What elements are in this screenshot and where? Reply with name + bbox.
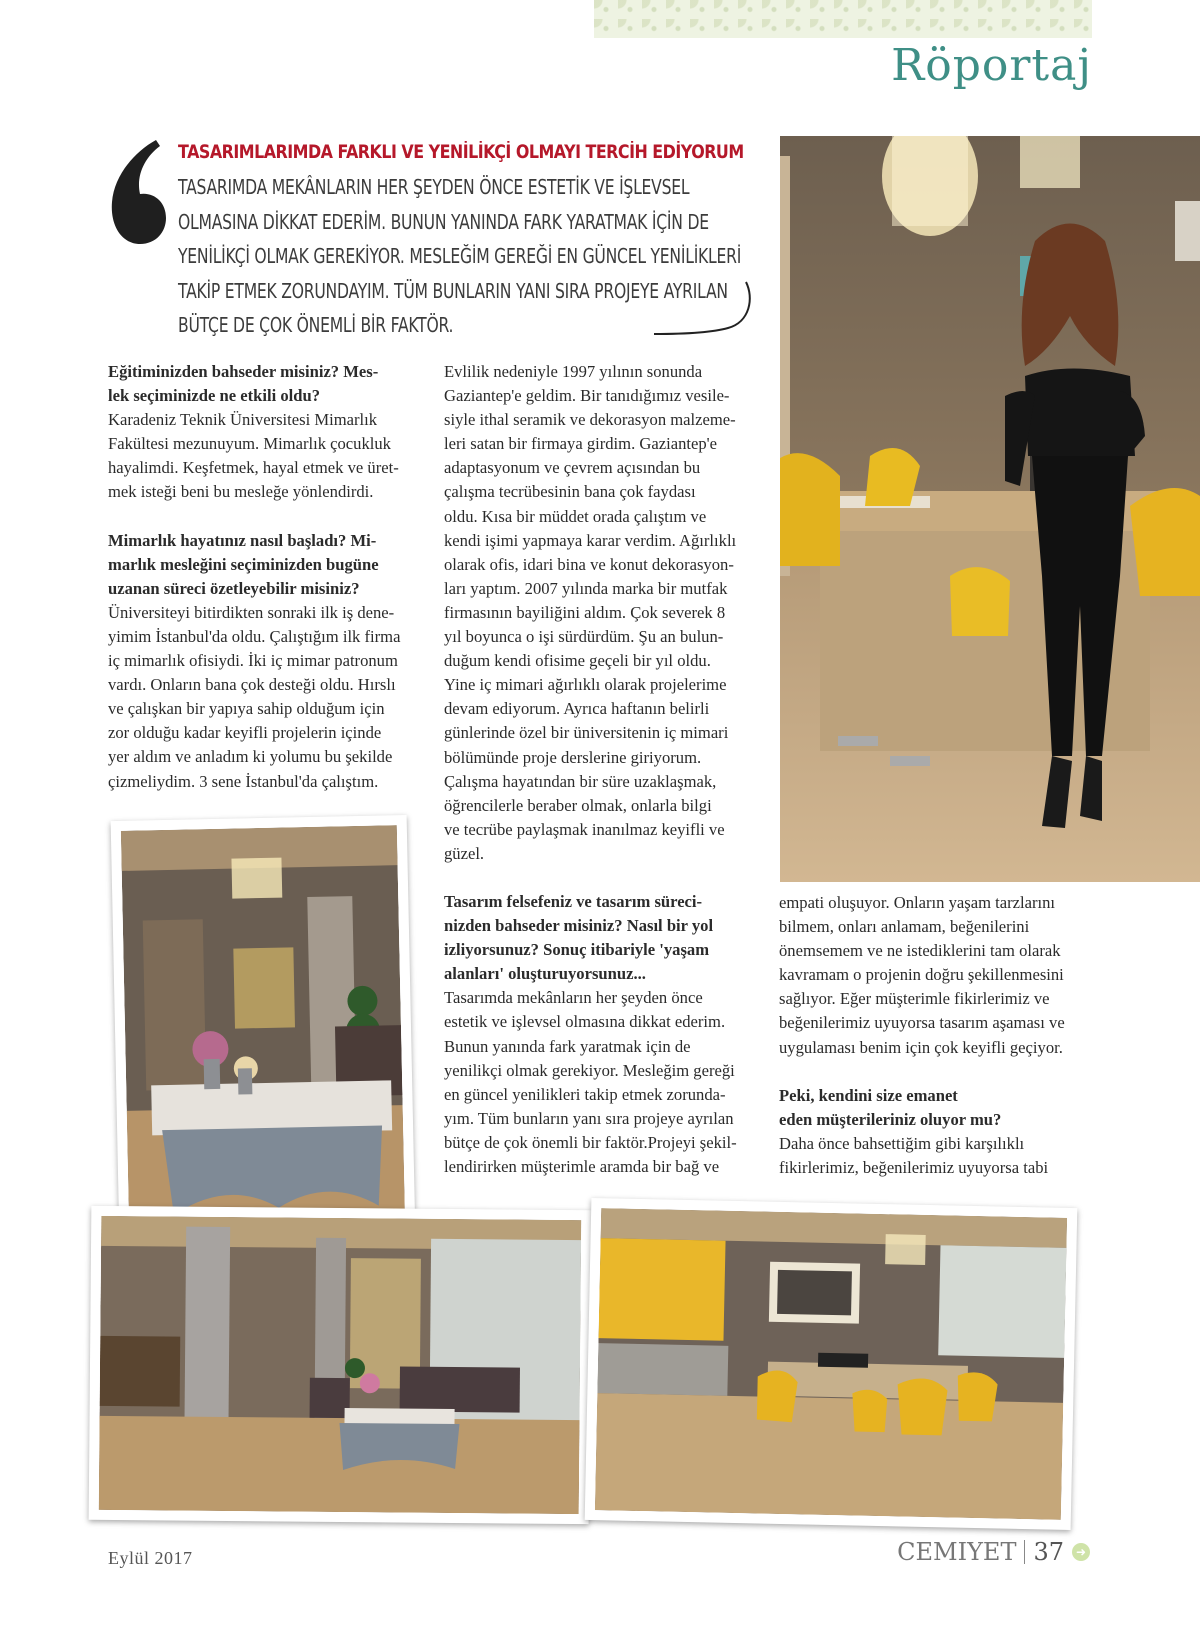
wide-lobby-photo: [89, 1206, 592, 1524]
answer-text: Karadeniz Teknik Üniversitesi Mimarlık: [108, 410, 378, 430]
meeting-room-photo: [585, 1198, 1078, 1530]
answer-text: adaptasyonum ve çevrem açısından bu: [444, 458, 701, 478]
pull-quote-line: YENİLİKÇİ OLMAK GEREKİYOR. MESLEĞİM GEREĞİ EN GÜNCEL YENİLİKLERİ: [178, 244, 742, 268]
next-arrow-icon: ➜: [1072, 1543, 1090, 1561]
answer-text: yıl boyunca o işi sürdürdüm. Şu an bulun-: [444, 627, 724, 647]
answer-text: yım. Tüm bunların yanı sıra projeye ayrılan: [444, 1108, 734, 1128]
question-text: izliyorsunuz? Sonuç itibariyle 'yaşam: [444, 940, 710, 960]
answer-text: bölümünde proje derslerine giriyorum.: [444, 747, 702, 767]
answer-text: günlerinde özel bir üniversitenin iç mimari: [444, 723, 729, 743]
answer-text: Çalışma hayatından bir süre uzaklaşmak,: [444, 771, 717, 791]
pull-quote-line: TASARIMDA MEKÂNLARIN HER ŞEYDEN ÖNCE ESTETİK VE İŞLEVSEL: [178, 175, 690, 199]
section-title: Röportaj: [891, 40, 1092, 91]
answer-text: Daha önce bahsettiğim gibi karşılıklı: [779, 1133, 1025, 1153]
answer-text: Bunun yanında fark yaratmak için de: [444, 1036, 691, 1056]
issue-date: Eylül 2017: [108, 1548, 193, 1568]
answer-text: Tasarımda mekânların her şeyden önce: [444, 988, 703, 1008]
question-text: Mimarlık hayatınız nasıl başladı? Mi-: [108, 530, 377, 550]
pull-quote-line: OLMASINA DİKKAT EDERİM. BUNUN YANINDA FARK YARATMAK İÇİN DE: [178, 209, 709, 234]
answer-text: leri satan bir firmaya girdim. Gaziantep'e: [444, 434, 717, 454]
answer-text: bilmem, onları anlamam, beğenilerini: [779, 917, 1030, 937]
answer-text: yimim İstanbul'da oldu. Çalıştığım ilk firma: [108, 626, 401, 646]
lobby-photo: [111, 815, 416, 1241]
answer-text: sağlıyor. Eğer müşterimle fikirlerimiz ve: [779, 989, 1050, 1009]
answer-text: kavramam o projenin doğru şekillenmesini: [779, 965, 1064, 985]
answer-text: çizmeliydim. 3 sene İstanbul'da çalıştım.: [108, 771, 379, 791]
answer-text: siyle ithal seramik ve dekorasyon malzeme-: [444, 410, 736, 430]
answer-text: kendi işimi yapmaya karar verdim. Ağırlıklı: [444, 530, 737, 550]
answer-text: öğrencilerle beraber olmak, onlarla bilgi: [444, 795, 712, 815]
answer-text: empati oluşuyor. Onların yaşam tarzlarını: [779, 893, 1056, 912]
answer-text: güzel.: [444, 843, 485, 863]
answer-text: devam ediyorum. Ayrıca haftanın belirli: [444, 699, 710, 719]
pull-quote-headline: TASARIMLARIMDA FARKLI VE YENİLİKÇİ OLMAYI TERCİH EDİYORUM: [178, 142, 744, 163]
answer-text: Üniversiteyi bitirdikten sonraki ilk iş dene-: [108, 602, 395, 622]
answer-text: Gaziantep'e geldim. Bir tanıdığımız vesile-: [444, 386, 730, 406]
meeting-room-photo-illustration: [595, 1208, 1067, 1520]
pull-quote-line: BÜTÇE DE ÇOK ÖNEMLİ BİR FAKTÖR.: [178, 313, 454, 337]
lobby-photo-frame: [121, 825, 405, 1231]
answer-text: oldu. Kısa bir müddet orada çalıştım ve: [444, 506, 707, 526]
answer-text: bütçe de çok önemli bir faktör.Projeyi şekil-: [444, 1132, 737, 1152]
answer-text: duğum kendi ofisime geçeli bir yıl oldu.: [444, 651, 711, 671]
answer-text: zor olduğu kadar keyifli projelerin içinde: [108, 723, 382, 743]
answer-text: ları yaptım. 2007 yılında marka bir mutfak: [444, 578, 728, 598]
answer-text: önemsemem ve ne istediklerini tam olarak: [779, 941, 1061, 961]
question-text: uzanan süreci özetleyebilir misiniz?: [108, 578, 360, 598]
portrait-photo: [780, 136, 1200, 882]
question-text: lek seçiminizde ne etkili oldu?: [108, 386, 321, 406]
answer-text: fikirlerimiz, beğenilerimiz uyuyorsa tabi: [779, 1157, 1049, 1177]
footer-divider: [1024, 1540, 1025, 1564]
question-text: Tasarım felsefeniz ve tasarım süreci-: [444, 891, 703, 911]
answer-text: ve tecrübe paylaşmak inanılmaz keyifli ve: [444, 819, 725, 839]
article-column-2: [444, 360, 764, 1179]
answer-text: firmasının bayiliğini aldım. Çok severek 8: [444, 602, 726, 622]
question-text: marlık mesleğini seçiminizden bugüne: [108, 554, 379, 574]
article-column-1: [108, 360, 418, 794]
answer-text: estetik ve işlevsel olmasına dikkat ederim.: [444, 1012, 726, 1032]
answer-text: Yine iç mimari ağırlıklı olarak projelerime: [444, 675, 727, 695]
quote-mark-icon: [106, 136, 168, 248]
answer-text: en güncel yenilikleri takip etmek zorunda-: [444, 1084, 726, 1104]
answer-text: vardı. Onların bana çok desteği oldu. Hırslı: [108, 675, 396, 695]
pull-quote-line: TAKİP ETMEK ZORUNDAYIM. TÜM BUNLARIN YANI SIRA PROJEYE AYRILAN: [178, 278, 728, 303]
answer-text: mek isteği beni bu mesleğe yönlendirdi.: [108, 482, 374, 502]
question-text: eden müşterileriniz oluyor mu?: [779, 1109, 1002, 1129]
answer-text: uygulaması benim için çok keyifli geçiyor.: [779, 1037, 1063, 1057]
question-text: nizden bahseder misiniz? Nasıl bir yol: [444, 916, 714, 936]
question-text: Peki, kendini size emanet: [779, 1085, 958, 1105]
closing-quote-curve: [650, 278, 760, 338]
wide-lobby-photo-frame: [99, 1216, 582, 1514]
answer-text: lendirirken müşterimle aramda bir bağ ve: [444, 1157, 720, 1176]
answer-text: olarak ofis, idari bina ve konut dekorasyon-: [444, 554, 734, 574]
answer-text: beğenilerimiz uyuyorsa tasarım aşaması ve: [779, 1013, 1065, 1033]
page-footer: [897, 1538, 1090, 1566]
answer-text: yenilikçi olmak gerekiyor. Mesleğim gereği: [444, 1060, 735, 1080]
lobby-photo-illustration: [121, 825, 405, 1231]
magazine-brand: CEMIYET: [897, 1538, 1017, 1566]
meeting-room-photo-frame: [595, 1208, 1067, 1520]
answer-text: Evlilik nedeniyle 1997 yılının sonunda: [444, 362, 703, 381]
wide-lobby-photo-illustration: [99, 1216, 582, 1514]
header-pattern: [594, 0, 1092, 38]
page-number: 37: [1033, 1538, 1064, 1566]
question-text: alanları' oluşturuyorsunuz...: [444, 964, 646, 984]
answer-text: yer aldım ve anladım ki yolumu bu şekilde: [108, 747, 393, 767]
answer-text: çalışma tecrübesinin bana çok faydası: [444, 482, 696, 502]
question-text: Eğitiminizden bahseder misiniz? Mes-: [108, 362, 379, 381]
answer-text: hayalimdi. Keşfetmek, hayal etmek ve üret-: [108, 458, 399, 478]
portrait-photo-illustration: [780, 136, 1200, 882]
article-column-3: [779, 891, 1099, 1180]
answer-text: Fakültesi mezunuyum. Mimarlık çocukluk: [108, 434, 391, 454]
answer-text: ve çalışkan bir yapıya sahip olduğum için: [108, 699, 385, 719]
answer-text: iç mimarlık ofisiydi. İki iç mimar patronum: [108, 651, 398, 671]
